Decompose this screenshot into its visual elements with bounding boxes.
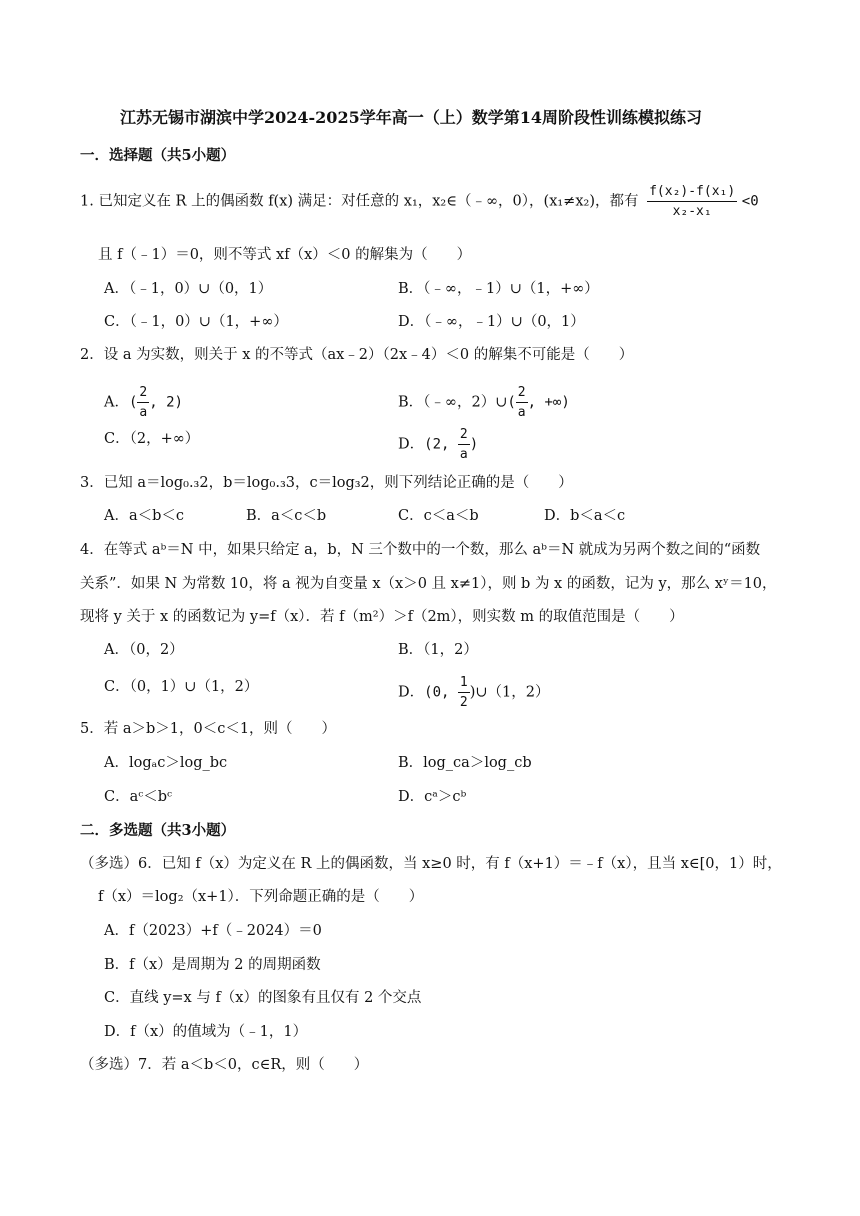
question-2-option-a	[104, 384, 183, 421]
fraction	[516, 384, 528, 421]
fraction-numerator: 2	[458, 426, 470, 445]
interval-close: )∪（1，2）	[469, 684, 550, 701]
fraction-denominator: a	[517, 405, 526, 420]
fraction-numerator: 1	[458, 674, 470, 693]
question-4-line-2: 关系”．如果 N 为常数 10，将 a 视为自变量 x（x＞0 且 x≠1），则 b 为 x 的函数，记为 y，那么 xʸ＝10，	[80, 576, 777, 592]
fraction	[458, 674, 470, 711]
page-title: 江苏无锡市湖滨中学2024-2025学年高一（上）数学第14周阶段性训练模拟练习	[120, 108, 702, 127]
question-5-option-a: A．logₐc＞log_bc	[104, 755, 228, 771]
question-3-text: 3．已知 a＝log₀.₃2，b＝log₀.₃3，c＝log₃2，则下列结论正确的是（ ）	[80, 475, 573, 491]
question-4-option-c: C．（0，1）∪（1，2）	[104, 679, 259, 695]
question-2-option-c: C．（2，+∞）	[104, 431, 200, 447]
question-2-option-b	[398, 384, 570, 421]
question-1-text-cont: 且 f（﹣1）＝0，则不等式 xf（x）＜0 的解集为（ ）	[98, 247, 472, 263]
question-6-option-a: A．f（2023）+f（﹣2024）＝0	[104, 923, 322, 939]
question-3-option-b: B．a＜c＜b	[246, 508, 327, 524]
interval-close: , 2)	[149, 394, 183, 411]
question-1-option-d: D．（﹣∞，﹣1）∪（0，1）	[398, 314, 585, 330]
question-6-line-1: （多选）6．已知 f（x）为定义在 R 上的偶函数，当 x≥0 时，有 f（x+1）＝﹣f（x），且当 x∈[0，1）时，	[80, 856, 782, 872]
question-2-text: 2．设 a 为实数，则关于 x 的不等式（ax﹣2）（2x﹣4）＜0 的解集不可能是（ ）	[80, 347, 634, 363]
question-4-option-b: B．（1，2）	[398, 642, 478, 658]
fraction-relation: <0	[741, 193, 759, 210]
option-label: B．（﹣∞，2）∪	[398, 394, 508, 411]
interval-open: (2,	[424, 436, 458, 453]
fraction-numerator: 2	[516, 384, 528, 403]
question-4-line-1: 4．在等式 aᵇ＝N 中，如果只给定 a，b，N 三个数中的一个数，那么 aᵇ＝N 就成为另两个数之间的“函数	[80, 542, 761, 558]
section-heading-multi-choice: 二．多选题（共3小题）	[80, 822, 236, 839]
option-label: D．	[398, 684, 425, 701]
interval-open: (	[507, 394, 516, 411]
question-6-option-c: C．直线 y=x 与 f（x）的图象有且仅有 2 个交点	[104, 990, 422, 1006]
question-3-option-a: A．a＜b＜c	[104, 508, 185, 524]
section-heading-single-choice: 一．选择题（共5小题）	[80, 147, 236, 164]
question-1-option-b: B．（﹣∞，﹣1）∪（1，+∞）	[398, 281, 599, 297]
interval-close: )	[469, 436, 479, 453]
question-6-option-b: B．f（x）是周期为 2 的周期函数	[104, 957, 321, 973]
question-7-text: （多选）7．若 a＜b＜0，c∈R，则（ ）	[80, 1057, 369, 1073]
question-3-option-d: D．b＜a＜c	[544, 508, 626, 524]
question-1-option-a: A．（﹣1，0）∪（0，1）	[104, 281, 273, 297]
question-1-stem: 1. 已知定义在 R 上的偶函数 f(x) 满足：对任意的 x₁，x₂∈（﹣∞，0），(x₁≠x₂)，都有	[80, 193, 639, 210]
question-5-text: 5．若 a＞b＞1，0＜c＜1，则（ ）	[80, 721, 337, 737]
question-5-option-c: C．aᶜ＜bᶜ	[104, 789, 173, 805]
question-1-text	[80, 183, 759, 220]
fraction-numerator: 2	[137, 384, 149, 403]
question-3-option-c: C．c＜a＜b	[398, 508, 479, 524]
question-1-fraction	[647, 183, 737, 220]
question-4-line-3: 现将 y 关于 x 的函数记为 y=f（x）．若 f（m²）＞f（2m），则实数 m 的取值范围是（ ）	[80, 609, 684, 625]
fraction-denominator: a	[139, 405, 148, 420]
question-6-line-2: f（x）＝log₂（x+1）．下列命题正确的是（ ）	[98, 889, 424, 905]
interval-open: (0,	[424, 684, 458, 701]
question-1-option-c: C．（﹣1，0）∪（1，+∞）	[104, 314, 288, 330]
interval-open: (	[128, 394, 138, 411]
fraction	[137, 384, 149, 421]
interval-close: , +∞)	[527, 394, 570, 411]
question-4-option-a: A．（0，2）	[104, 642, 184, 658]
question-5-option-b: B．log_ca＞log_cb	[398, 755, 532, 771]
option-label: D．	[398, 436, 425, 453]
option-label: A．	[104, 394, 129, 411]
fraction	[458, 426, 470, 463]
fraction-denominator: a	[459, 447, 468, 462]
question-2-option-d	[398, 426, 478, 463]
question-6-option-d: D．f（x）的值域为（﹣1，1）	[104, 1024, 308, 1040]
question-5-option-d: D．cᵃ＞cᵇ	[398, 789, 467, 805]
fraction-numerator: f(x₂)-f(x₁)	[647, 183, 737, 202]
fraction-denominator: 2	[459, 695, 468, 710]
question-4-option-d	[398, 674, 549, 711]
fraction-denominator: x₂-x₁	[672, 204, 712, 219]
